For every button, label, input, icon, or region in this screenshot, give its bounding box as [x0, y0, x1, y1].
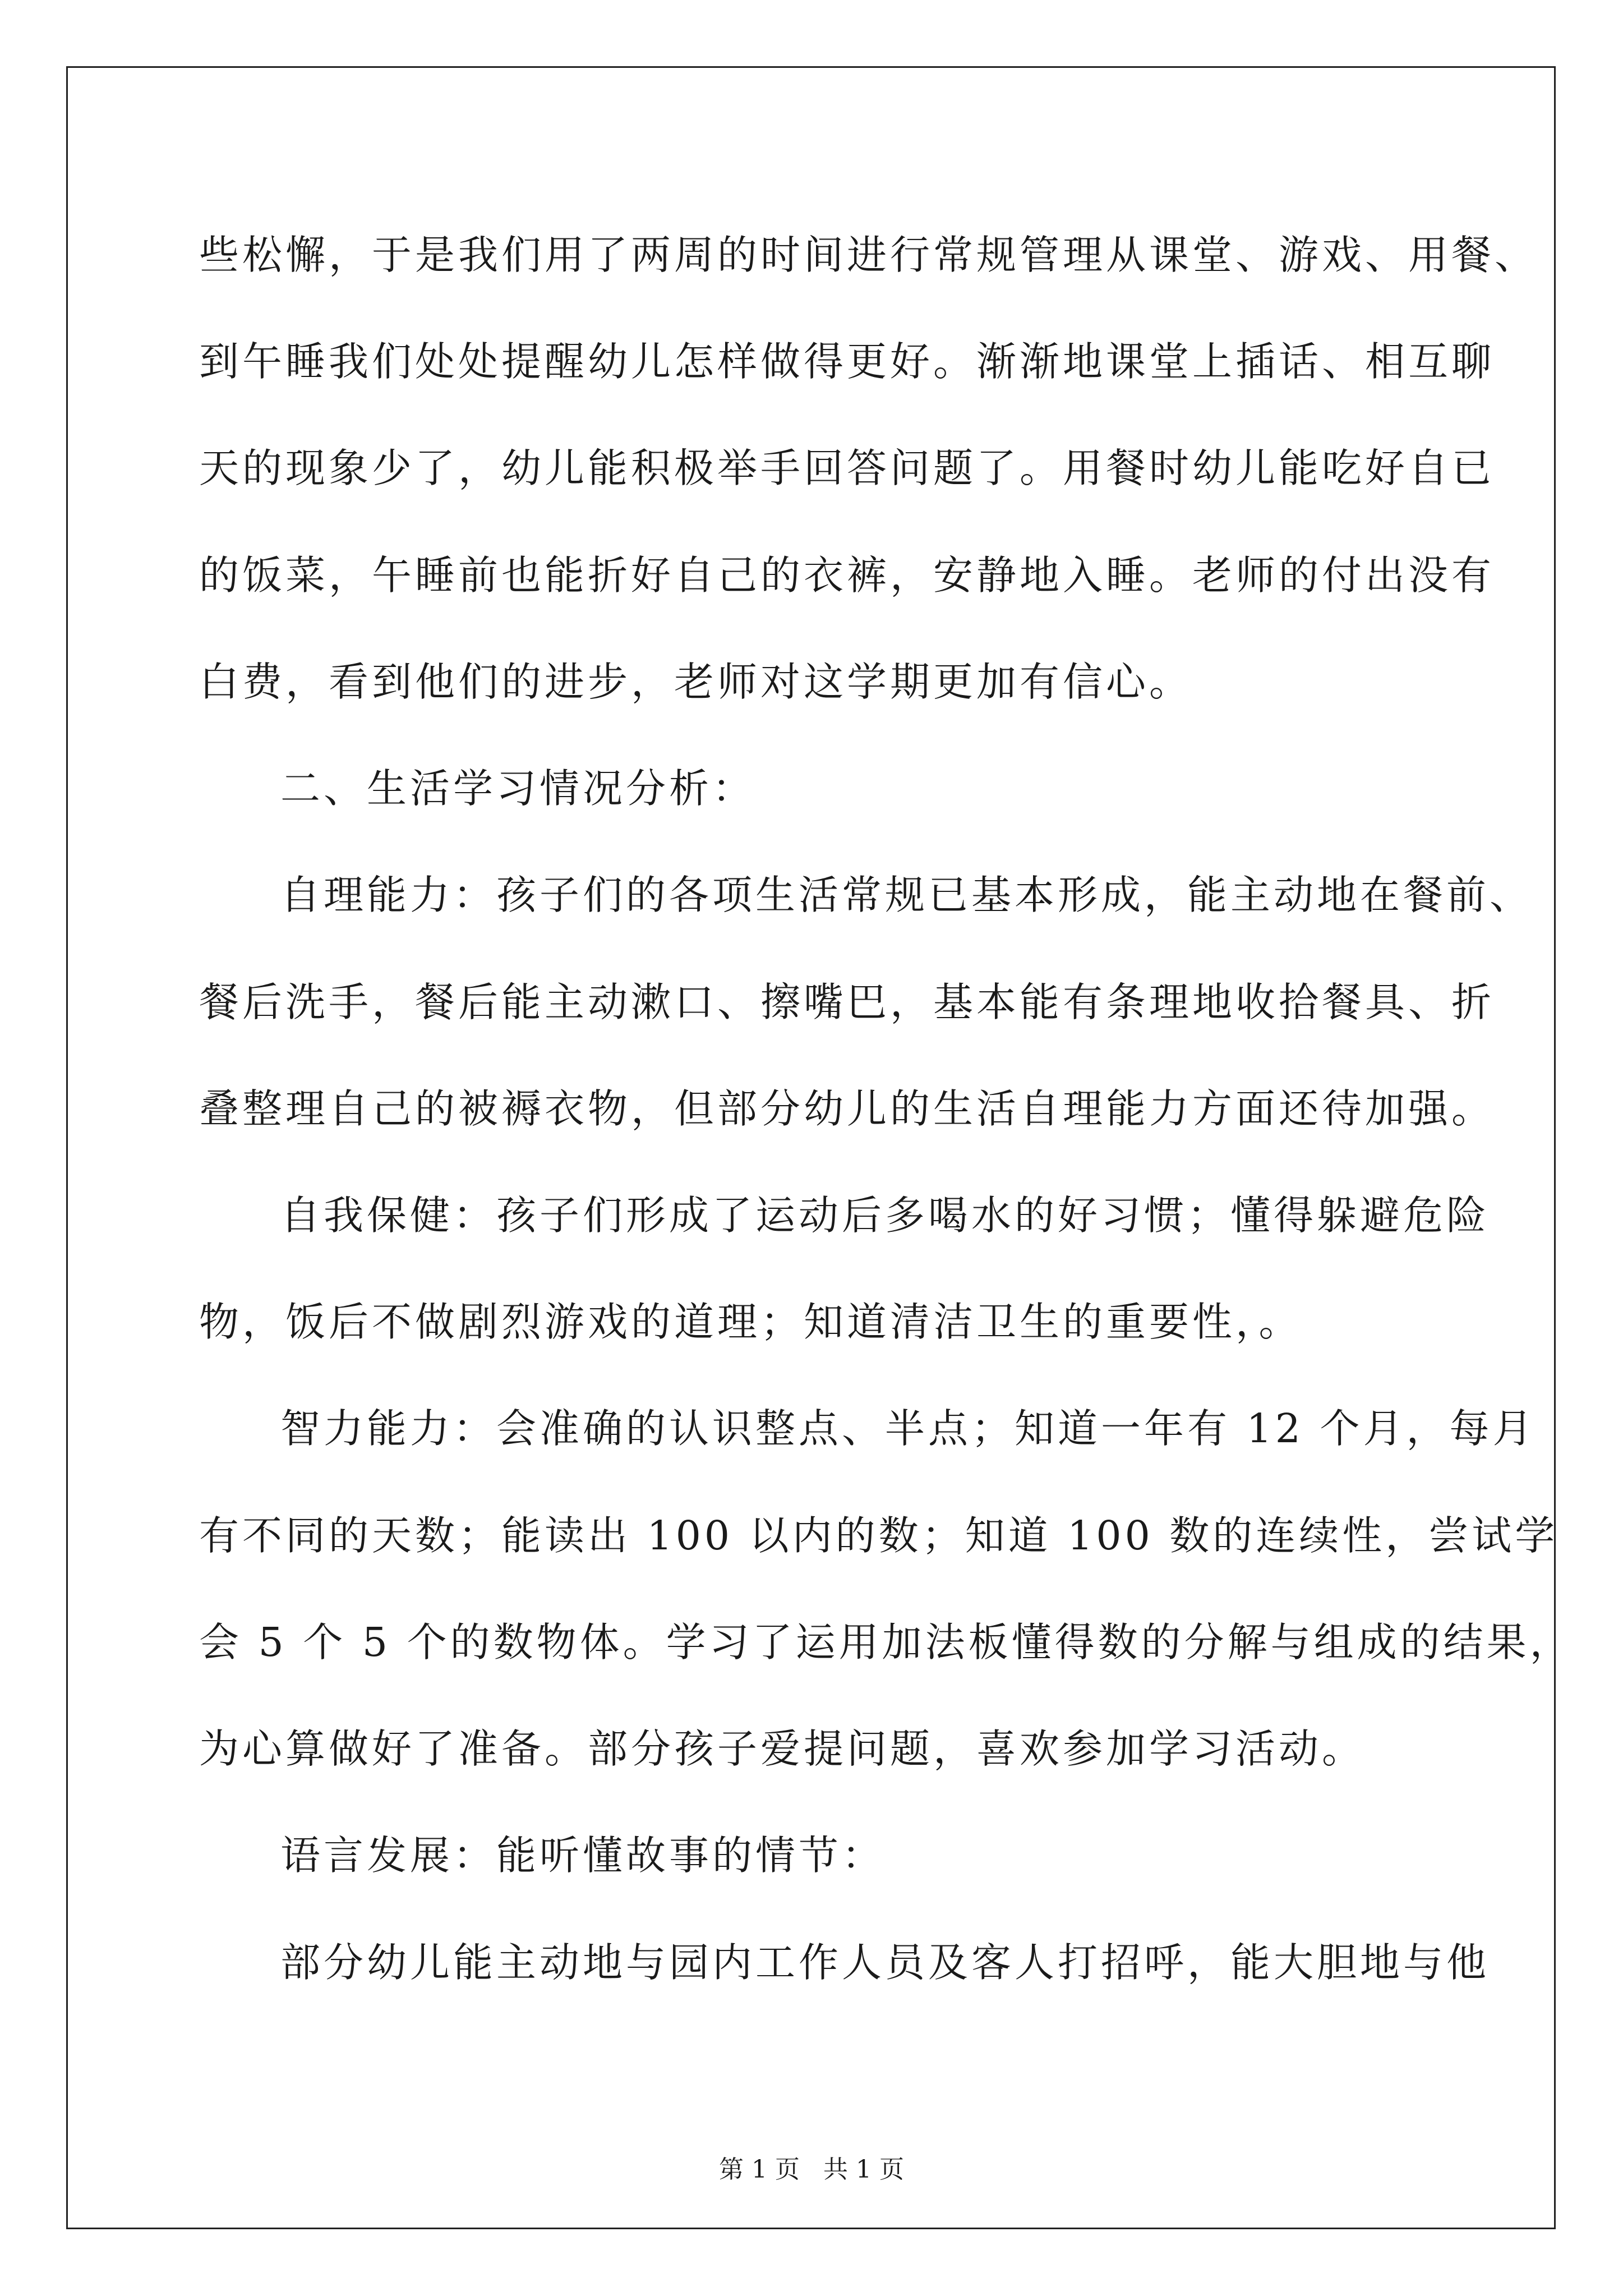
- section-heading: 二、生活学习情况分析：: [280, 765, 756, 812]
- text-line: 些松懈，于是我们用了两周的时间进行常规管理从课堂、游戏、用餐、: [199, 232, 1538, 278]
- text-line: 语言发展：能听懂故事的情节：: [280, 1832, 886, 1879]
- text-line: 白费，看到他们的进步，老师对这学期更加有信心。: [199, 659, 1193, 705]
- text-line: 自我保健：孩子们形成了运动后多喝水的好习惯；懂得躲避危险: [280, 1192, 1490, 1239]
- text-line: 部分幼儿能主动地与园内工作人员及客人打招呼，能大胆地与他: [280, 1939, 1490, 1986]
- text-line: 的饭菜，午睡前也能折好自己的衣裤，安静地入睡。老师的付出没有: [199, 552, 1495, 599]
- text-line: 自理能力：孩子们的各项生活常规已基本形成，能主动地在餐前、: [280, 872, 1533, 918]
- page-border: [66, 66, 1559, 2229]
- text-line: 物，饭后不做剧烈游戏的道理；知道清洁卫生的重要性，。: [199, 1299, 1302, 1345]
- text-line: 到午睡我们处处提醒幼儿怎样做得更好。渐渐地课堂上插话、相互聊: [199, 338, 1495, 385]
- text-line: 会 5 个 5 个的数物体。学习了运用加法板懂得数的分解与组成的结果，: [199, 1619, 1573, 1665]
- text-line: 有不同的天数；能读出 100 以内的数；知道 100 数的连续性，尝试学: [199, 1512, 1559, 1559]
- text-line: 天的现象少了，幼儿能积极举手回答问题了。用餐时幼儿能吃好自已: [199, 445, 1495, 491]
- page-number-footer: 第 1 页 共 1 页: [719, 2155, 904, 2184]
- text-line: 为心算做好了准备。部分孩子爱提问题，喜欢参加学习活动。: [199, 1726, 1366, 1772]
- text-line: 智力能力：会准确的认识整点、半点；知道一年有 12 个月，每月: [280, 1405, 1536, 1452]
- text-line: 餐后洗手，餐后能主动漱口、擦嘴巴，基本能有条理地收拾餐具、折: [199, 979, 1495, 1025]
- text-line: 叠整理自己的被褥衣物，但部分幼儿的生活自理能力方面还待加强。: [199, 1085, 1495, 1132]
